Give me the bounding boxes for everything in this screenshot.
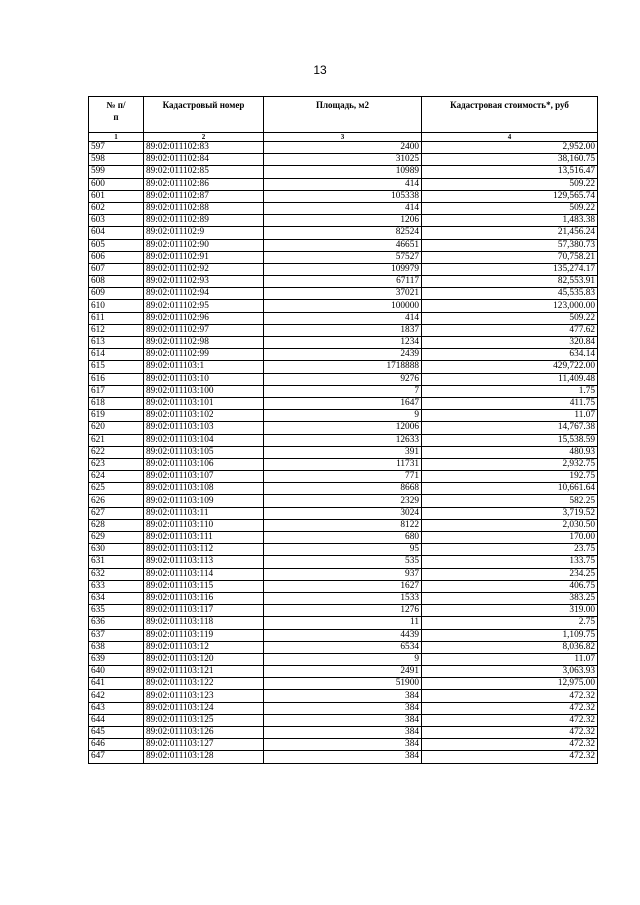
cadastral-number-cell: 89:02:011103:101 xyxy=(144,397,264,409)
row-number-cell: 617 xyxy=(89,385,144,397)
cadastral-number-cell: 89:02:011103:121 xyxy=(144,666,264,678)
table-row xyxy=(89,446,598,458)
area-cell: 109979 xyxy=(264,263,422,275)
cadastral-value-cell: 23.75 xyxy=(422,544,598,556)
table-row xyxy=(89,263,598,275)
cadastral-number-cell: 89:02:011102:9 xyxy=(144,227,264,239)
cadastral-value-cell: 14,767.38 xyxy=(422,422,598,434)
cadastral-number-cell: 89:02:011103:100 xyxy=(144,385,264,397)
row-number-cell: 639 xyxy=(89,653,144,665)
area-cell: 680 xyxy=(264,532,422,544)
row-number-cell: 605 xyxy=(89,239,144,251)
row-number-cell: 635 xyxy=(89,605,144,617)
row-number-cell: 636 xyxy=(89,617,144,629)
cadastral-number-cell: 89:02:011103:108 xyxy=(144,483,264,495)
table-row xyxy=(89,507,598,519)
row-number-cell: 615 xyxy=(89,361,144,373)
table-row xyxy=(89,556,598,568)
table-row xyxy=(89,397,598,409)
table-row xyxy=(89,422,598,434)
cadastral-number-cell: 89:02:011103:109 xyxy=(144,495,264,507)
cadastral-value-cell: 129,565.74 xyxy=(422,190,598,202)
area-cell: 8668 xyxy=(264,483,422,495)
table-row xyxy=(89,495,598,507)
cadastral-value-cell: 320.84 xyxy=(422,337,598,349)
area-cell: 11731 xyxy=(264,458,422,470)
area-cell: 2439 xyxy=(264,349,422,361)
cadastral-value-cell: 3,063.93 xyxy=(422,666,598,678)
row-number-cell: 630 xyxy=(89,544,144,556)
area-cell: 8122 xyxy=(264,519,422,531)
area-cell: 1276 xyxy=(264,605,422,617)
area-cell: 384 xyxy=(264,727,422,739)
area-cell: 1837 xyxy=(264,324,422,336)
cadastral-number-cell: 89:02:011103:12 xyxy=(144,641,264,653)
cadastral-number-cell: 89:02:011103:119 xyxy=(144,629,264,641)
cadastral-value-cell: 477.62 xyxy=(422,324,598,336)
cadastral-value-cell: 582.25 xyxy=(422,495,598,507)
area-cell: 9 xyxy=(264,653,422,665)
table-row xyxy=(89,239,598,251)
cadastral-value-cell: 133.75 xyxy=(422,556,598,568)
cadastral-value-cell: 319.00 xyxy=(422,605,598,617)
area-cell: 105338 xyxy=(264,190,422,202)
cadastral-number-cell: 89:02:011103:103 xyxy=(144,422,264,434)
row-number-cell: 622 xyxy=(89,446,144,458)
cadastral-number-cell: 89:02:011102:91 xyxy=(144,251,264,263)
area-cell: 391 xyxy=(264,446,422,458)
row-number-cell: 625 xyxy=(89,483,144,495)
table-row xyxy=(89,142,598,154)
row-number-cell: 637 xyxy=(89,629,144,641)
table-row xyxy=(89,324,598,336)
row-number-cell: 631 xyxy=(89,556,144,568)
table-row xyxy=(89,300,598,312)
table-row xyxy=(89,215,598,227)
cadastral-value-cell: 8,036.82 xyxy=(422,641,598,653)
row-number-cell: 645 xyxy=(89,727,144,739)
row-number-cell: 612 xyxy=(89,324,144,336)
cadastral-number-cell: 89:02:011102:90 xyxy=(144,239,264,251)
row-number-cell: 647 xyxy=(89,751,144,763)
table-body xyxy=(89,142,598,764)
row-number-cell: 606 xyxy=(89,251,144,263)
cadastral-number-cell: 89:02:011102:98 xyxy=(144,337,264,349)
area-cell: 7 xyxy=(264,385,422,397)
cadastral-number-cell: 89:02:011103:110 xyxy=(144,519,264,531)
cadastral-number-cell: 89:02:011103:112 xyxy=(144,544,264,556)
header-cadastral-value: Кадастровая стоимость*, руб xyxy=(422,97,598,133)
cadastral-value-cell: 3,719.52 xyxy=(422,507,598,519)
row-number-cell: 600 xyxy=(89,178,144,190)
cadastral-value-cell: 10,661.64 xyxy=(422,483,598,495)
table-row xyxy=(89,361,598,373)
table-row xyxy=(89,532,598,544)
cadastral-number-cell: 89:02:011102:85 xyxy=(144,166,264,178)
table-row xyxy=(89,714,598,726)
cadastral-number-cell: 89:02:011102:99 xyxy=(144,349,264,361)
row-number-cell: 607 xyxy=(89,263,144,275)
cadastral-number-cell: 89:02:011103:128 xyxy=(144,751,264,763)
area-cell: 3024 xyxy=(264,507,422,519)
cadastral-number-cell: 89:02:011102:89 xyxy=(144,215,264,227)
cadastral-value-cell: 170.00 xyxy=(422,532,598,544)
row-number-cell: 614 xyxy=(89,349,144,361)
area-cell: 535 xyxy=(264,556,422,568)
row-number-cell: 613 xyxy=(89,337,144,349)
table-row xyxy=(89,471,598,483)
cadastral-number-cell: 89:02:011103:102 xyxy=(144,410,264,422)
cadastral-number-cell: 89:02:011103:125 xyxy=(144,714,264,726)
table-row xyxy=(89,178,598,190)
table-row xyxy=(89,190,598,202)
area-cell: 100000 xyxy=(264,300,422,312)
cadastral-value-cell: 234.25 xyxy=(422,568,598,580)
row-number-cell: 620 xyxy=(89,422,144,434)
area-cell: 37021 xyxy=(264,288,422,300)
cadastral-value-cell: 135,274.17 xyxy=(422,263,598,275)
table-row xyxy=(89,690,598,702)
row-number-cell: 609 xyxy=(89,288,144,300)
area-cell: 82524 xyxy=(264,227,422,239)
table-row xyxy=(89,751,598,763)
table-row xyxy=(89,617,598,629)
row-number-cell: 627 xyxy=(89,507,144,519)
cadastral-number-cell: 89:02:011102:94 xyxy=(144,288,264,300)
cadastral-number-cell: 89:02:011103:114 xyxy=(144,568,264,580)
table-row xyxy=(89,678,598,690)
row-number-cell: 597 xyxy=(89,142,144,154)
row-number-cell: 616 xyxy=(89,373,144,385)
cadastral-number-cell: 89:02:011103:10 xyxy=(144,373,264,385)
table-row xyxy=(89,312,598,324)
area-cell: 10989 xyxy=(264,166,422,178)
cadastral-number-cell: 89:02:011103:106 xyxy=(144,458,264,470)
area-cell: 1718888 xyxy=(264,361,422,373)
table-row xyxy=(89,276,598,288)
table-row xyxy=(89,568,598,580)
cadastral-number-cell: 89:02:011103:118 xyxy=(144,617,264,629)
cadastral-value-cell: 472.32 xyxy=(422,702,598,714)
area-cell: 2400 xyxy=(264,142,422,154)
cadastral-value-cell: 11,409.48 xyxy=(422,373,598,385)
area-cell: 67117 xyxy=(264,276,422,288)
table-row xyxy=(89,202,598,214)
area-cell: 384 xyxy=(264,690,422,702)
area-cell: 57527 xyxy=(264,251,422,263)
table-row xyxy=(89,166,598,178)
table-row xyxy=(89,434,598,446)
area-cell: 9276 xyxy=(264,373,422,385)
cadastral-value-cell: 2.75 xyxy=(422,617,598,629)
table-row xyxy=(89,580,598,592)
row-number-cell: 610 xyxy=(89,300,144,312)
cadastral-number-cell: 89:02:011103:11 xyxy=(144,507,264,519)
cadastral-number-cell: 89:02:011102:86 xyxy=(144,178,264,190)
table-header-row xyxy=(89,97,598,133)
table-row xyxy=(89,702,598,714)
header-cadastral-number: Кадастровый номер xyxy=(144,97,264,133)
row-number-cell: 621 xyxy=(89,434,144,446)
cadastral-value-cell: 480.93 xyxy=(422,446,598,458)
column-number: 2 xyxy=(144,133,264,142)
area-cell: 384 xyxy=(264,739,422,751)
cadastral-number-cell: 89:02:011103:107 xyxy=(144,471,264,483)
cadastral-number-cell: 89:02:011103:113 xyxy=(144,556,264,568)
area-cell: 51900 xyxy=(264,678,422,690)
area-cell: 2329 xyxy=(264,495,422,507)
cadastral-value-cell: 15,538.59 xyxy=(422,434,598,446)
table-row xyxy=(89,666,598,678)
cadastral-number-cell: 89:02:011103:105 xyxy=(144,446,264,458)
cadastral-value-cell: 472.32 xyxy=(422,739,598,751)
row-number-cell: 640 xyxy=(89,666,144,678)
cadastral-value-cell: 406.75 xyxy=(422,580,598,592)
column-number: 1 xyxy=(89,133,144,142)
cadastral-number-cell: 89:02:011102:97 xyxy=(144,324,264,336)
area-cell: 4439 xyxy=(264,629,422,641)
area-cell: 95 xyxy=(264,544,422,556)
cadastral-value-cell: 21,456.24 xyxy=(422,227,598,239)
cadastral-value-cell: 123,000.00 xyxy=(422,300,598,312)
area-cell: 6534 xyxy=(264,641,422,653)
cadastral-number-cell: 89:02:011103:104 xyxy=(144,434,264,446)
cadastral-number-cell: 89:02:011103:115 xyxy=(144,580,264,592)
row-number-cell: 603 xyxy=(89,215,144,227)
row-number-cell: 601 xyxy=(89,190,144,202)
cadastral-number-cell: 89:02:011103:117 xyxy=(144,605,264,617)
cadastral-value-cell: 38,160.75 xyxy=(422,154,598,166)
table-row xyxy=(89,251,598,263)
cadastral-number-cell: 89:02:011102:84 xyxy=(144,154,264,166)
column-number: 4 xyxy=(422,133,598,142)
cadastral-value-cell: 472.32 xyxy=(422,714,598,726)
area-cell: 46651 xyxy=(264,239,422,251)
table-row xyxy=(89,154,598,166)
cadastral-number-cell: 89:02:011103:123 xyxy=(144,690,264,702)
cadastral-number-cell: 89:02:011102:93 xyxy=(144,276,264,288)
cadastral-value-cell: 509.22 xyxy=(422,178,598,190)
header-area-label: Площадь, м2 xyxy=(315,100,370,110)
cadastral-number-cell: 89:02:011103:124 xyxy=(144,702,264,714)
row-number-cell: 638 xyxy=(89,641,144,653)
table-row xyxy=(89,629,598,641)
cadastral-value-cell: 1,109.75 xyxy=(422,629,598,641)
cadastral-value-cell: 472.32 xyxy=(422,751,598,763)
table-row xyxy=(89,483,598,495)
row-number-cell: 641 xyxy=(89,678,144,690)
cadastral-value-cell: 70,758.21 xyxy=(422,251,598,263)
cadastral-number-cell: 89:02:011103:122 xyxy=(144,678,264,690)
area-cell: 384 xyxy=(264,702,422,714)
cadastral-number-cell: 89:02:011103:126 xyxy=(144,727,264,739)
header-row-number xyxy=(89,97,144,133)
table-row xyxy=(89,337,598,349)
cadastral-value-cell: 45,535.83 xyxy=(422,288,598,300)
table-row xyxy=(89,592,598,604)
cadastral-number-cell: 89:02:011102:87 xyxy=(144,190,264,202)
table-row xyxy=(89,227,598,239)
cadastral-value-cell: 1.75 xyxy=(422,385,598,397)
cadastral-value-cell: 1,483.38 xyxy=(422,215,598,227)
row-number-cell: 626 xyxy=(89,495,144,507)
table-row xyxy=(89,605,598,617)
row-number-cell: 644 xyxy=(89,714,144,726)
cadastral-value-cell: 192.75 xyxy=(422,471,598,483)
cadastral-value-cell: 509.22 xyxy=(422,202,598,214)
table-row xyxy=(89,385,598,397)
cadastral-value-cell: 634.14 xyxy=(422,349,598,361)
table-row xyxy=(89,519,598,531)
area-cell: 12006 xyxy=(264,422,422,434)
cadastral-value-cell: 13,516.47 xyxy=(422,166,598,178)
table-row xyxy=(89,641,598,653)
table-row xyxy=(89,410,598,422)
area-cell: 414 xyxy=(264,312,422,324)
area-cell: 31025 xyxy=(264,154,422,166)
table-row xyxy=(89,727,598,739)
cadastral-number-cell: 89:02:011102:83 xyxy=(144,142,264,154)
area-cell: 1647 xyxy=(264,397,422,409)
row-number-cell: 599 xyxy=(89,166,144,178)
row-number-cell: 598 xyxy=(89,154,144,166)
row-number-cell: 642 xyxy=(89,690,144,702)
cadastral-number-cell: 89:02:011102:92 xyxy=(144,263,264,275)
cadastral-value-cell: 12,975.00 xyxy=(422,678,598,690)
table-row xyxy=(89,349,598,361)
column-number: 3 xyxy=(264,133,422,142)
row-number-cell: 629 xyxy=(89,532,144,544)
column-number-row xyxy=(89,133,598,142)
cadastral-value-cell: 383.25 xyxy=(422,592,598,604)
cadastral-table xyxy=(88,96,598,764)
row-number-cell: 604 xyxy=(89,227,144,239)
area-cell: 384 xyxy=(264,751,422,763)
row-number-cell: 608 xyxy=(89,276,144,288)
row-number-cell: 623 xyxy=(89,458,144,470)
cadastral-number-cell: 89:02:011102:96 xyxy=(144,312,264,324)
cadastral-number-cell: 89:02:011102:95 xyxy=(144,300,264,312)
cadastral-number-cell: 89:02:011102:88 xyxy=(144,202,264,214)
row-number-cell: 643 xyxy=(89,702,144,714)
area-cell: 1234 xyxy=(264,337,422,349)
table-row xyxy=(89,653,598,665)
cadastral-number-cell: 89:02:011103:111 xyxy=(144,532,264,544)
row-number-cell: 602 xyxy=(89,202,144,214)
cadastral-value-cell: 57,380.73 xyxy=(422,239,598,251)
table-row xyxy=(89,458,598,470)
row-number-cell: 619 xyxy=(89,410,144,422)
area-cell: 771 xyxy=(264,471,422,483)
table-row xyxy=(89,739,598,751)
area-cell: 2491 xyxy=(264,666,422,678)
area-cell: 414 xyxy=(264,202,422,214)
row-number-cell: 628 xyxy=(89,519,144,531)
area-cell: 11 xyxy=(264,617,422,629)
cadastral-value-cell: 11.07 xyxy=(422,410,598,422)
cadastral-value-cell: 411.75 xyxy=(422,397,598,409)
cadastral-value-cell: 472.32 xyxy=(422,690,598,702)
area-cell: 1206 xyxy=(264,215,422,227)
table-row xyxy=(89,288,598,300)
cadastral-value-cell: 82,553.91 xyxy=(422,276,598,288)
header-area xyxy=(264,97,422,133)
cadastral-value-cell: 2,932.75 xyxy=(422,458,598,470)
area-cell: 414 xyxy=(264,178,422,190)
row-number-cell: 624 xyxy=(89,471,144,483)
area-cell: 937 xyxy=(264,568,422,580)
row-number-cell: 618 xyxy=(89,397,144,409)
cadastral-value-cell: 429,722.00 xyxy=(422,361,598,373)
cadastral-value-cell: 2,030.50 xyxy=(422,519,598,531)
cadastral-number-cell: 89:02:011103:127 xyxy=(144,739,264,751)
table-row xyxy=(89,373,598,385)
row-number-cell: 633 xyxy=(89,580,144,592)
cadastral-number-cell: 89:02:011103:116 xyxy=(144,592,264,604)
cadastral-value-cell: 11.07 xyxy=(422,653,598,665)
cadastral-number-cell: 89:02:011103:1 xyxy=(144,361,264,373)
row-number-cell: 646 xyxy=(89,739,144,751)
cadastral-value-cell: 472.32 xyxy=(422,727,598,739)
table-row xyxy=(89,544,598,556)
area-cell: 9 xyxy=(264,410,422,422)
area-cell: 12633 xyxy=(264,434,422,446)
row-number-cell: 632 xyxy=(89,568,144,580)
page-number: 13 xyxy=(313,63,327,77)
row-number-cell: 611 xyxy=(89,312,144,324)
cadastral-value-cell: 2,952.00 xyxy=(422,142,598,154)
cadastral-number-cell: 89:02:011103:120 xyxy=(144,653,264,665)
area-cell: 1627 xyxy=(264,580,422,592)
header-row-number-label: № п/п xyxy=(106,100,126,122)
row-number-cell: 634 xyxy=(89,592,144,604)
area-cell: 1533 xyxy=(264,592,422,604)
area-cell: 384 xyxy=(264,714,422,726)
cadastral-value-cell: 509.22 xyxy=(422,312,598,324)
